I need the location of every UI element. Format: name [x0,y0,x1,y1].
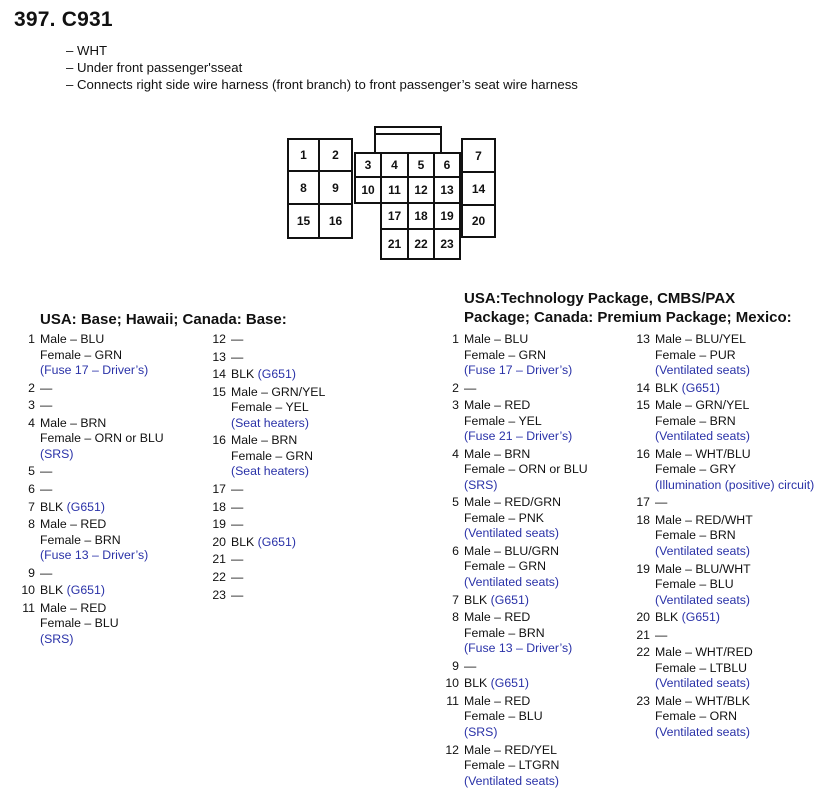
pin-line: Female – GRN [40,347,123,362]
pin-line: — [231,552,244,567]
pin-list-premium-left [438,332,628,791]
pin-line: — [231,587,244,602]
pin-number: 4 [452,446,459,461]
ground-reference: (G651) [681,610,720,625]
circuit-note: (SRS) [40,446,74,461]
pin-number: 16 [212,433,226,448]
section-heading-premium [464,289,792,327]
pin-entry [438,610,628,657]
pin-cell-15: 15 [287,203,320,239]
pin-line: Male – BRN [40,415,107,430]
circuit-note: (Seat heaters) [231,415,309,430]
pin-line: Male – GRN/YEL [231,384,326,399]
pin-number: 2 [452,380,459,395]
pin-entry [438,676,628,692]
pin-entry [438,694,628,741]
pin-cell-2: 2 [318,138,353,172]
ground-reference: (G651) [66,499,105,514]
pin-number: 5 [28,464,35,479]
pin-line: — [464,380,477,395]
pin-number: 17 [636,495,650,510]
pin-line: — [231,517,244,532]
connector-title: 397. C931 [14,8,113,31]
pin-number: 7 [452,592,459,607]
pin-number: 13 [212,349,226,364]
pin-entry [629,645,829,692]
pin-entry [629,610,829,626]
pin-line: Female – YEL [464,413,542,428]
pin-cell-1: 1 [287,138,320,172]
pin-cell-5: 5 [407,152,435,178]
pin-cell-6: 6 [433,152,461,178]
pin-line [655,381,829,397]
circuit-note: (Fuse 21 – Driver’s) [464,429,573,444]
pin-number: 7 [28,499,35,514]
pin-line: Male – WHT/RED [655,645,753,660]
pin-number: 19 [636,561,650,576]
pin-number: 12 [445,742,459,757]
pin-entry [629,381,829,397]
pin-number: 17 [212,481,226,496]
pin-line: Female – BRN [464,625,545,640]
pin-line: Male – BLU/YEL [655,332,746,346]
wire-color: BLK [464,676,488,691]
pin-number: 10 [21,583,35,598]
pin-line: — [231,499,244,514]
pin-line: Female – GRN [464,559,547,574]
pin-list-premium-right [629,332,829,743]
section-heading-base [40,310,287,329]
pin-list-base-right [205,332,405,605]
circuit-note: (Ventilated seats) [655,363,751,377]
circuit-note: (Ventilated seats) [655,543,751,558]
wire-color: BLK [40,499,64,514]
connector-latch-line [374,133,442,135]
pin-number: 3 [28,398,35,413]
pin-entry [438,398,628,445]
pin-entry [629,694,829,741]
pin-line: Female – LTGRN [464,758,560,773]
pin-cell-13: 13 [433,176,461,204]
wire-color: BLK [655,610,679,625]
pin-cell-12: 12 [407,176,435,204]
pin-entry [14,500,204,516]
pin-number: 9 [28,565,35,580]
pin-entry [629,495,829,511]
pin-line: — [231,349,244,364]
pin-number: 20 [636,610,650,625]
pin-line: Male – GRN/YEL [655,398,750,413]
pin-line: Female – ORN [655,709,738,724]
pin-cell-3: 3 [354,152,382,178]
ground-reference: (G651) [490,676,529,691]
pin-cell-20: 20 [461,204,496,238]
pin-line: Male – WHT/BLU [655,446,751,461]
pin-entry [438,593,628,609]
pin-number: 9 [452,658,459,673]
pin-line: — [231,569,244,584]
pin-line: Male – RED [40,517,107,532]
pin-number: 14 [212,367,226,382]
pin-entry [14,517,204,564]
pin-entry [629,447,829,494]
circuit-note: (Ventilated seats) [464,574,560,589]
circuit-note: (Ventilated seats) [464,773,560,788]
connector-description: – Connects right side wire harness (front branch) to front passenger’s seat wire harness [66,77,578,92]
pin-line: Male – RED [464,693,531,708]
pin-entry [629,332,829,379]
pin-entry [438,544,628,591]
circuit-note: (SRS) [40,631,74,646]
pin-entry [14,482,204,498]
pin-cell-16: 16 [318,203,353,239]
pin-entry [205,552,405,568]
pin-number: 13 [636,332,650,346]
pin-line: Female – ORN or BLU [464,462,588,477]
pin-entry [438,447,628,494]
pin-cell-14: 14 [461,171,496,206]
pin-entry [205,433,405,480]
pin-number: 11 [22,600,35,615]
pin-entry [205,500,405,516]
connector-latch [374,126,442,155]
pin-entry [438,381,628,397]
pin-cell-21: 21 [380,228,409,260]
pin-number: 11 [446,693,459,708]
pin-line: Female – PUR [655,347,736,362]
pin-entry [438,659,628,675]
pin-entry [205,385,405,432]
wire-color: BLK [655,380,679,395]
pin-number: 19 [212,517,226,532]
pin-line [655,610,829,626]
pin-entry [14,464,204,480]
section-heading-line: Package; Canada: Premium Package; Mexico: [464,309,792,326]
pin-number: 2 [28,380,35,395]
pin-entry [14,601,204,648]
pin-line: Female – BRN [655,528,736,543]
pin-entry [629,513,829,560]
pin-number: 6 [28,481,35,496]
pin-line: — [655,495,668,510]
pin-number: 15 [212,384,226,399]
circuit-note: (Ventilated seats) [655,592,751,607]
pin-entry [438,332,628,379]
connector-location: – Under front passenger'sseat [66,60,243,75]
circuit-note: (SRS) [464,477,498,492]
pin-number: 12 [212,332,226,346]
pin-entry [14,583,204,599]
pin-line: Male – BLU [40,332,105,346]
wire-color: BLK [40,583,64,598]
pin-cell-4: 4 [380,152,409,178]
pin-entry [629,398,829,445]
wire-color: BLK [464,592,488,607]
circuit-note: (Illumination (positive) circuit) [655,477,815,492]
pin-cell-11: 11 [380,176,409,204]
pin-entry [14,381,204,397]
circuit-note: (Ventilated seats) [655,676,751,691]
pin-line: — [40,464,53,479]
pin-number: 14 [636,380,650,395]
pin-line: — [40,380,53,395]
pin-line: Male – BLU [464,332,529,346]
pin-entry [14,566,204,582]
pin-line: Male – BLU/GRN [464,543,559,558]
circuit-note: (Fuse 13 – Driver’s) [40,548,149,563]
pin-line: Male – RED [464,610,531,625]
pin-cell-8: 8 [287,170,320,205]
pin-line: Female – GRY [655,462,737,477]
pin-entry [438,495,628,542]
pin-entry [629,562,829,609]
pin-line: Female – BLU [464,709,543,724]
pin-number: 20 [212,534,226,549]
pin-line: Female – YEL [231,400,309,415]
pin-line: — [40,565,53,580]
ground-reference: (G651) [490,592,529,607]
pin-cell-22: 22 [407,228,435,260]
pin-line [464,676,628,692]
pin-cell-7: 7 [461,138,496,173]
pin-line: Female – PNK [464,510,544,525]
pin-line: Female – GRN [464,347,547,362]
circuit-note: (Ventilated seats) [464,526,560,541]
circuit-note: (Seat heaters) [231,464,309,479]
pin-line [231,367,405,383]
section-heading-line: USA: Base; Hawaii; Canada: Base: [40,311,287,328]
pin-entry [14,416,204,463]
pin-entry [205,482,405,498]
connector-color: – WHT [66,43,108,58]
ground-reference: (G651) [681,380,720,395]
pin-cell-19: 19 [433,202,461,230]
pin-line: Female – GRN [231,448,314,463]
pin-line: — [40,481,53,496]
pin-number: 8 [452,610,459,625]
pin-line [464,593,628,609]
circuit-note: (Ventilated seats) [655,429,751,444]
pin-line [40,500,204,516]
wire-color: BLK [231,367,255,382]
pin-entry [629,628,829,644]
pin-line: Male – BRN [231,433,298,448]
pin-line [231,535,405,551]
circuit-note: (Ventilated seats) [655,724,751,739]
circuit-note: (Fuse 17 – Driver’s) [40,363,149,377]
connector-info [66,42,578,93]
pin-number: 1 [452,332,459,346]
section-heading-line: USA:Technology Package, CMBS/PAX [464,290,736,307]
circuit-note: (SRS) [464,724,498,739]
pin-line: Male – RED/GRN [464,495,562,510]
pin-line: Male – RED/YEL [464,742,557,757]
pin-entry [438,743,628,790]
pin-line: Female – BRN [655,413,736,428]
pin-entry [205,588,405,604]
pin-number: 8 [28,517,35,532]
wire-color: BLK [231,534,255,549]
pin-line: — [231,332,244,346]
pin-line: Male – RED [40,600,107,615]
pin-number: 4 [28,415,35,430]
pin-entry [205,535,405,551]
pin-line: Female – BLU [655,577,734,592]
pin-number: 18 [212,499,226,514]
pin-number: 23 [212,587,226,602]
pin-line: Male – WHT/BLK [655,693,750,708]
pin-line: Female – ORN or BLU [40,431,164,446]
pin-line: — [655,627,668,642]
pin-number: 16 [636,446,650,461]
pin-entry [205,367,405,383]
pin-line: Male – RED/WHT [655,512,753,527]
pin-line: Male – BRN [464,446,531,461]
pin-line: Male – RED [464,398,531,413]
connector-diagram [287,126,497,262]
pin-entry [205,350,405,366]
pin-cell-9: 9 [318,170,353,205]
pin-number: 3 [452,398,459,413]
pin-list-base-left [14,332,204,650]
pin-entry [205,570,405,586]
pin-entry [205,332,405,348]
pin-number: 22 [636,645,650,660]
pin-number: 6 [452,543,459,558]
pin-line: — [231,481,244,496]
pin-line: Female – BRN [40,532,121,547]
circuit-note: (Fuse 13 – Driver’s) [464,641,573,656]
pin-line: — [40,398,53,413]
pin-entry [14,332,204,379]
pin-cell-18: 18 [407,202,435,230]
pin-number: 15 [636,398,650,413]
pin-number: 5 [452,495,459,510]
pin-number: 10 [445,676,459,691]
pin-line: Female – BLU [40,616,119,631]
pin-cell-17: 17 [380,202,409,230]
ground-reference: (G651) [66,583,105,598]
pin-entry [14,398,204,414]
pin-cell-23: 23 [433,228,461,260]
pin-number: 18 [636,512,650,527]
pin-line: Female – LTBLU [655,660,748,675]
pin-number: 23 [636,693,650,708]
pin-cell-10: 10 [354,176,382,204]
pin-line: — [464,658,477,673]
ground-reference: (G651) [257,367,296,382]
pin-number: 21 [636,627,650,642]
ground-reference: (G651) [257,534,296,549]
circuit-note: (Fuse 17 – Driver’s) [464,363,573,377]
pin-number: 21 [212,552,226,567]
pin-number: 1 [28,332,35,346]
pin-entry [205,517,405,533]
pin-line: Male – BLU/WHT [655,561,751,576]
pin-line [40,583,204,599]
pin-number: 22 [212,569,226,584]
